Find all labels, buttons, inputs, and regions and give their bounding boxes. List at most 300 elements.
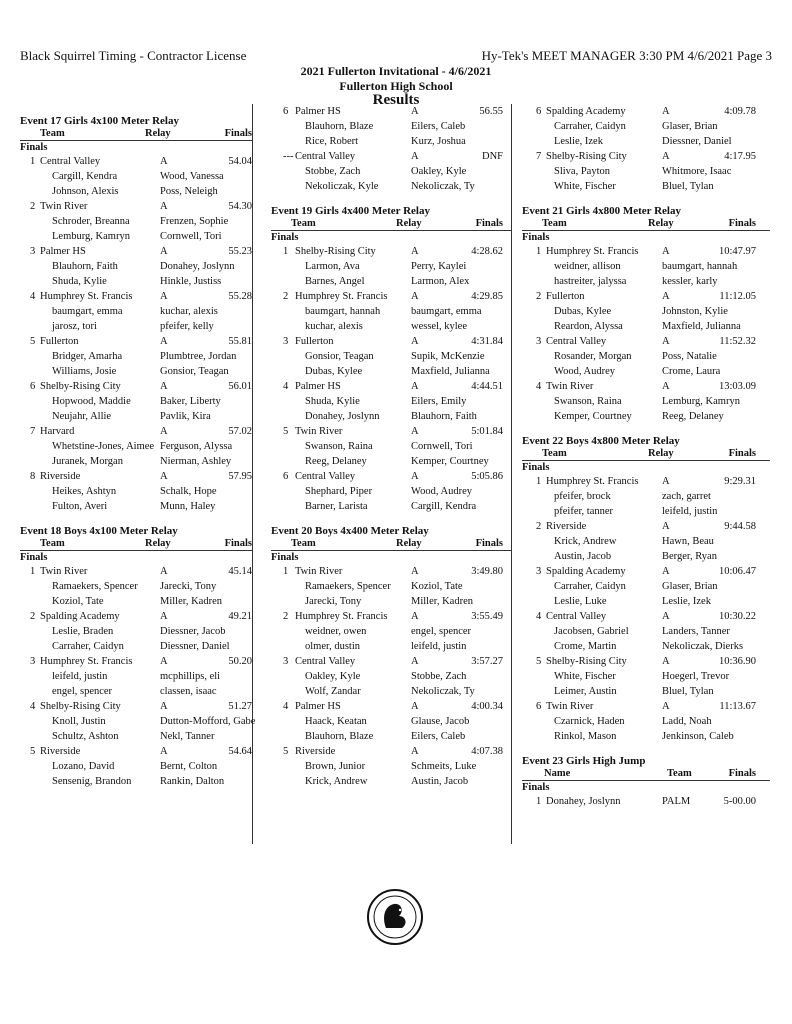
athlete-name: Oakley, Kyle — [305, 671, 361, 682]
athlete-name: Ramaekers, Spencer — [52, 581, 138, 592]
athlete-name: Wood, Audrey — [554, 366, 615, 377]
athlete-name: baumgart, hannah — [662, 261, 738, 272]
column-headers — [522, 448, 770, 461]
team-header: Team — [291, 538, 316, 549]
finals-header: Finals — [728, 218, 756, 229]
result-row — [20, 424, 252, 439]
athlete-name: Neujahr, Allie — [52, 411, 112, 422]
swimmer-row — [522, 409, 770, 424]
athlete-name: Cornwell, Tori — [160, 231, 222, 242]
finals-time: 4:44.51 — [471, 381, 503, 392]
event-18-continued — [271, 104, 511, 194]
athlete-name: Knoll, Justin — [52, 716, 106, 727]
finals-time: 10:30.22 — [718, 611, 756, 622]
result-row — [20, 609, 252, 624]
place: 3 — [283, 656, 289, 667]
athlete-name: pfeifer, brock — [554, 491, 611, 502]
athlete-name: Bluel, Tylan — [662, 686, 714, 697]
relay-letter: A — [411, 426, 419, 437]
team-name: Central Valley — [295, 151, 356, 162]
event-20 — [271, 524, 511, 789]
relay-letter: A — [160, 156, 168, 167]
result-row — [20, 744, 252, 759]
athlete-name: Sensenig, Brandon — [52, 776, 132, 787]
relay-letter: A — [160, 701, 168, 712]
team-name: Central Valley — [40, 156, 101, 167]
swimmer-row — [271, 484, 511, 499]
swimmer-row — [522, 349, 770, 364]
athlete-name: Donahey, Joslynn — [160, 261, 235, 272]
swimmer-row — [271, 364, 511, 379]
athlete-name: Krick, Andrew — [554, 536, 617, 547]
team-name: Shelby-Rising City — [40, 381, 121, 392]
swimmer-row — [271, 439, 511, 454]
finals-section-label: Finals — [522, 232, 550, 243]
result-row — [20, 289, 252, 304]
athlete-name: Poss, Natalie — [662, 351, 717, 362]
athlete-name: Koziol, Tate — [52, 596, 104, 607]
athlete-name: Nekoliczak, Ty — [411, 181, 475, 192]
swimmer-row — [271, 319, 511, 334]
event-title: Event 17 Girls 4x100 Meter Relay — [20, 115, 179, 127]
place: 4 — [283, 381, 289, 392]
place: 4 — [30, 291, 36, 302]
finals-section-label: Finals — [20, 552, 48, 563]
athlete-name: Glaser, Brian — [662, 121, 718, 132]
swimmer-row — [20, 594, 252, 609]
swimmer-row — [522, 534, 770, 549]
athlete-name: Nekl, Tanner — [160, 731, 215, 742]
finals-time: 4:07.38 — [471, 746, 503, 757]
place: 3 — [536, 336, 542, 347]
athlete-name: Diessner, Daniel — [160, 641, 230, 652]
finals-time: 45.14 — [228, 566, 252, 577]
athlete-name: Diessner, Jacob — [160, 626, 226, 637]
athlete-name: engel, spencer — [52, 686, 113, 697]
athlete-name: Swanson, Raina — [554, 396, 622, 407]
swimmer-row — [522, 579, 770, 594]
place: 7 — [30, 426, 36, 437]
team-name: Twin River — [40, 201, 88, 212]
team-name: Palmer HS — [295, 106, 341, 117]
athlete-name: Koziol, Tate — [411, 581, 463, 592]
athlete-name: Rosander, Morgan — [554, 351, 632, 362]
place: 5 — [30, 746, 36, 757]
finals-time: 55.81 — [228, 336, 252, 347]
result-row — [522, 654, 770, 669]
swimmer-row — [20, 714, 256, 729]
relay-letter: A — [662, 611, 670, 622]
place: --- — [283, 151, 294, 162]
result-row — [20, 244, 252, 259]
place: 5 — [30, 336, 36, 347]
team-header: Team — [40, 128, 65, 139]
swimmer-row — [271, 259, 511, 274]
athlete-name: Lemburg, Kamryn — [52, 231, 130, 242]
finals-time: 56.01 — [228, 381, 252, 392]
athlete-name: Larmon, Ava — [305, 261, 360, 272]
team-name: Spalding Academy — [546, 106, 626, 117]
athlete-name: leifeld, justin — [52, 671, 108, 682]
place: 1 — [283, 566, 289, 577]
result-row — [522, 519, 770, 534]
event-title: Event 20 Boys 4x400 Meter Relay — [271, 525, 429, 537]
athlete-name: Barnes, Angel — [305, 276, 365, 287]
finals-mark: 5-00.00 — [723, 796, 756, 807]
athlete-name: Shuda, Kylie — [52, 276, 107, 287]
swimmer-row — [20, 454, 252, 469]
athlete-name: Williams, Josie — [52, 366, 117, 377]
athlete-name: Schmeits, Luke — [411, 761, 477, 772]
swimmer-row — [271, 759, 511, 774]
athlete-name: Sliva, Payton — [554, 166, 611, 177]
team-name: Palmer HS — [295, 381, 341, 392]
athlete-name: Schroder, Breanna — [52, 216, 130, 227]
swimmer-row — [522, 714, 770, 729]
athlete-name: Bridger, Amarha — [52, 351, 123, 362]
swimmer-row — [522, 274, 770, 289]
swimmer-row — [271, 454, 511, 469]
place: 1 — [536, 796, 542, 807]
relay-letter: A — [160, 201, 168, 212]
athlete-name: Blauhorn, Blaze — [305, 121, 374, 132]
athlete-name: Schultz, Ashton — [52, 731, 119, 742]
place: 5 — [283, 746, 289, 757]
finals-time: 9:29.31 — [724, 476, 756, 487]
place: 7 — [536, 151, 542, 162]
athlete-name: Gonsior, Teagan — [160, 366, 229, 377]
athlete-name: Carraher, Caidyn — [52, 641, 124, 652]
result-row — [522, 104, 770, 119]
athlete-name: Oakley, Kyle — [411, 166, 467, 177]
column-headers — [271, 538, 511, 551]
place: 6 — [536, 701, 542, 712]
finals-header: Finals — [728, 768, 756, 779]
athlete-name: Reardon, Alyssa — [554, 321, 623, 332]
relay-letter: A — [411, 106, 419, 117]
athlete-name: Bluel, Tylan — [662, 181, 714, 192]
relay-header: Relay — [145, 128, 171, 139]
relay-letter: A — [662, 151, 670, 162]
team-name: Palmer HS — [295, 701, 341, 712]
swimmer-row — [20, 229, 252, 244]
swimmer-row — [20, 669, 252, 684]
swimmer-row — [20, 319, 252, 334]
team-name: Humphrey St. Francis — [295, 611, 388, 622]
result-row — [522, 149, 770, 164]
swimmer-row — [271, 179, 511, 194]
result-row — [20, 154, 252, 169]
result-row — [271, 244, 511, 259]
place: 2 — [536, 291, 542, 302]
swimmer-row — [20, 579, 252, 594]
relay-letter: A — [411, 701, 419, 712]
swimmer-row — [522, 119, 770, 134]
team-name: Riverside — [40, 471, 81, 482]
place: 2 — [30, 201, 36, 212]
finals-time: DNF — [481, 151, 503, 162]
athlete-name: Wood, Vanessa — [160, 171, 224, 182]
athlete-name: Plumbtree, Jordan — [160, 351, 237, 362]
athlete-name: Leslie, Izek — [662, 596, 711, 607]
result-row — [20, 334, 252, 349]
finals-header: Finals — [475, 218, 503, 229]
swimmer-row — [271, 409, 511, 424]
relay-letter: A — [160, 656, 168, 667]
athlete-name: mcphillips, eli — [160, 671, 221, 682]
venue: Fullerton High School — [339, 79, 453, 93]
athlete-name: Ladd, Noah — [662, 716, 712, 727]
finals-time: 4:28.62 — [471, 246, 503, 257]
athlete-name: Leimer, Austin — [554, 686, 617, 697]
swimmer-row — [20, 729, 252, 744]
swimmer-row — [522, 364, 770, 379]
athlete-name: Larmon, Alex — [411, 276, 470, 287]
athlete-name: Cargill, Kendra — [52, 171, 118, 182]
team-name: Palmer HS — [40, 246, 86, 257]
athlete-name: Kemper, Courtney — [411, 456, 489, 467]
finals-header: Finals — [475, 538, 503, 549]
result-row — [522, 699, 770, 714]
athlete-name: leifeld, justin — [662, 506, 718, 517]
athlete-name: Nierman, Ashley — [160, 456, 232, 467]
event-20-continued — [522, 104, 770, 194]
relay-letter: A — [662, 106, 670, 117]
team-name: Shelby-Rising City — [40, 701, 121, 712]
team-header: Team — [40, 538, 65, 549]
swimmer-row — [20, 184, 252, 199]
place: 4 — [536, 611, 542, 622]
place: 2 — [536, 521, 542, 532]
athlete-name: Blauhorn, Faith — [411, 411, 477, 422]
athlete-name: Blauhorn, Faith — [52, 261, 118, 272]
athlete-name: Ferguson, Alyssa — [160, 441, 233, 452]
swimmer-row — [522, 259, 770, 274]
athlete-name: classen, isaac — [160, 686, 217, 697]
swimmer-row — [522, 594, 770, 609]
finals-header: Finals — [224, 538, 252, 549]
team-name: Spalding Academy — [40, 611, 120, 622]
relay-letter: A — [662, 566, 670, 577]
team-name: Fullerton — [546, 291, 585, 302]
relay-letter: A — [411, 246, 419, 257]
result-row — [271, 104, 511, 119]
result-row — [271, 289, 511, 304]
athlete-name: Eilers, Caleb — [411, 121, 466, 132]
column-headers — [522, 218, 770, 231]
athlete-name: White, Fischer — [554, 181, 616, 192]
finals-section-label: Finals — [522, 462, 550, 473]
relay-letter: A — [411, 471, 419, 482]
swimmer-row — [522, 319, 770, 334]
place: 1 — [30, 156, 36, 167]
swimmer-row — [20, 349, 252, 364]
finals-time: 5:05.86 — [471, 471, 503, 482]
relay-header: Relay — [145, 538, 171, 549]
athlete-name: hastreiter, jalyssa — [554, 276, 627, 287]
swimmer-row — [20, 364, 252, 379]
event-title: Event 22 Boys 4x800 Meter Relay — [522, 435, 680, 447]
place: 1 — [283, 246, 289, 257]
relay-letter: A — [662, 701, 670, 712]
athlete-name: Wolf, Zandar — [305, 686, 361, 697]
swimmer-row — [271, 119, 511, 134]
swimmer-row — [271, 579, 511, 594]
relay-letter: A — [662, 291, 670, 302]
finals-time: 10:47.97 — [718, 246, 756, 257]
swimmer-row — [271, 714, 511, 729]
finals-header: Finals — [224, 128, 252, 139]
swimmer-row — [271, 134, 511, 149]
team-name: Central Valley — [546, 336, 607, 347]
finals-time: 49.21 — [228, 611, 252, 622]
team-name: Humphrey St. Francis — [546, 476, 639, 487]
team-name: Humphrey St. Francis — [295, 291, 388, 302]
team-name: Spalding Academy — [546, 566, 626, 577]
athlete-name: weidner, owen — [305, 626, 367, 637]
result-row — [20, 469, 252, 484]
event-title: Event 21 Girls 4x800 Meter Relay — [522, 205, 681, 217]
team-name: Twin River — [295, 566, 343, 577]
athlete-name: Heikes, Ashtyn — [52, 486, 117, 497]
athlete-name: Pavlik, Kira — [160, 411, 211, 422]
team-name: Fullerton — [40, 336, 79, 347]
finals-section-label: Finals — [522, 782, 550, 793]
place: 6 — [536, 106, 542, 117]
place: 4 — [30, 701, 36, 712]
swimmer-row — [522, 549, 770, 564]
athlete-name: Crome, Martin — [554, 641, 617, 652]
athlete-name: Gonsior, Teagan — [305, 351, 374, 362]
athlete-name: Donahey, Joslynn — [546, 796, 621, 807]
result-row — [271, 609, 511, 624]
relay-letter: A — [411, 611, 419, 622]
event-23 — [522, 754, 770, 809]
result-row — [20, 199, 252, 214]
swimmer-row — [522, 639, 770, 654]
athlete-name: Johnson, Alexis — [52, 186, 119, 197]
place: 6 — [283, 471, 289, 482]
athlete-name: Baker, Liberty — [160, 396, 221, 407]
swimmer-row — [522, 134, 770, 149]
relay-header: Relay — [648, 218, 674, 229]
relay-letter: A — [160, 291, 168, 302]
place: 2 — [283, 611, 289, 622]
athlete-name: Brown, Junior — [305, 761, 366, 772]
swimmer-row — [271, 639, 511, 654]
athlete-name: Hoegerl, Trevor — [662, 671, 730, 682]
relay-letter: A — [411, 151, 419, 162]
athlete-name: kuchar, alexis — [305, 321, 363, 332]
athlete-name: baumgart, emma — [52, 306, 123, 317]
event-21 — [522, 204, 770, 424]
swimmer-row — [522, 179, 770, 194]
finals-time: 4:09.78 — [724, 106, 756, 117]
finals-time: 10:36.90 — [718, 656, 756, 667]
event-22 — [522, 434, 770, 744]
athlete-name: Shephard, Piper — [305, 486, 373, 497]
athlete-name: Czarnick, Haden — [554, 716, 625, 727]
athlete-name: Stobbe, Zach — [411, 671, 467, 682]
team-name: Harvard — [40, 426, 75, 437]
athlete-name: jarosz, tori — [52, 321, 97, 332]
finals-time: 9:44.58 — [724, 521, 756, 532]
athlete-name: Ramaekers, Spencer — [305, 581, 391, 592]
result-row — [522, 609, 770, 624]
team-name: Shelby-Rising City — [546, 151, 627, 162]
result-row — [20, 564, 252, 579]
athlete-name: Leslie, Luke — [554, 596, 607, 607]
finals-time: 4:00.34 — [471, 701, 503, 712]
finals-time: 3:55.49 — [471, 611, 503, 622]
athlete-name: Jacobsen, Gabriel — [554, 626, 629, 637]
team-name: Shelby-Rising City — [295, 246, 376, 257]
athlete-name: Fulton, Averi — [52, 501, 108, 512]
place: 4 — [283, 701, 289, 712]
swimmer-row — [20, 304, 252, 319]
finals-section-label: Finals — [271, 232, 299, 243]
athlete-name: zach, garret — [662, 491, 711, 502]
swimmer-row — [522, 504, 770, 519]
result-row — [522, 474, 770, 489]
athlete-name: Dutton-Mofford, Gabe — [160, 716, 256, 727]
team-header: Team — [542, 218, 567, 229]
athlete-name: Whetstine-Jones, Aimee — [52, 441, 155, 452]
event-title: Event 19 Girls 4x400 Meter Relay — [271, 205, 430, 217]
team-name: Central Valley — [295, 471, 356, 482]
athlete-name: Carraher, Caidyn — [554, 121, 626, 132]
relay-letter: A — [662, 381, 670, 392]
relay-letter: A — [411, 291, 419, 302]
relay-header: Relay — [396, 218, 422, 229]
team-name: Central Valley — [546, 611, 607, 622]
column-3 — [522, 104, 770, 844]
swimmer-row — [20, 684, 252, 699]
place: 5 — [283, 426, 289, 437]
result-row — [271, 744, 511, 759]
swimmer-row — [20, 759, 252, 774]
athlete-name: Maxfield, Julianna — [411, 366, 490, 377]
swimmer-row — [20, 484, 252, 499]
athlete-name: Bernt, Colton — [160, 761, 218, 772]
team-name: Riverside — [546, 521, 587, 532]
athlete-name: pfeifer, kelly — [160, 321, 214, 332]
athlete-name: Reeg, Delaney — [662, 411, 724, 422]
result-row — [271, 149, 511, 164]
finals-time: 57.95 — [228, 471, 252, 482]
swimmer-row — [20, 394, 252, 409]
swimmer-row — [522, 669, 770, 684]
place: 3 — [536, 566, 542, 577]
athlete-name: Cargill, Kendra — [411, 501, 477, 512]
finals-time: 4:31.84 — [471, 336, 503, 347]
result-row — [271, 654, 511, 669]
event-18 — [20, 524, 256, 789]
meet-title: 2021 Fullerton Invitational - 4/6/2021 — [300, 64, 492, 78]
swimmer-row — [20, 774, 252, 789]
athlete-name: Jarecki, Tony — [160, 581, 217, 592]
relay-letter: A — [662, 476, 670, 487]
result-row — [271, 379, 511, 394]
swimmer-row — [271, 499, 511, 514]
athlete-name: kuchar, alexis — [160, 306, 218, 317]
swimmer-row — [271, 594, 511, 609]
relay-letter: A — [662, 336, 670, 347]
athlete-name: Supik, McKenzie — [411, 351, 485, 362]
swimmer-row — [20, 169, 252, 184]
event-title: Event 23 Girls High Jump — [522, 755, 646, 767]
column-headers — [522, 768, 770, 781]
